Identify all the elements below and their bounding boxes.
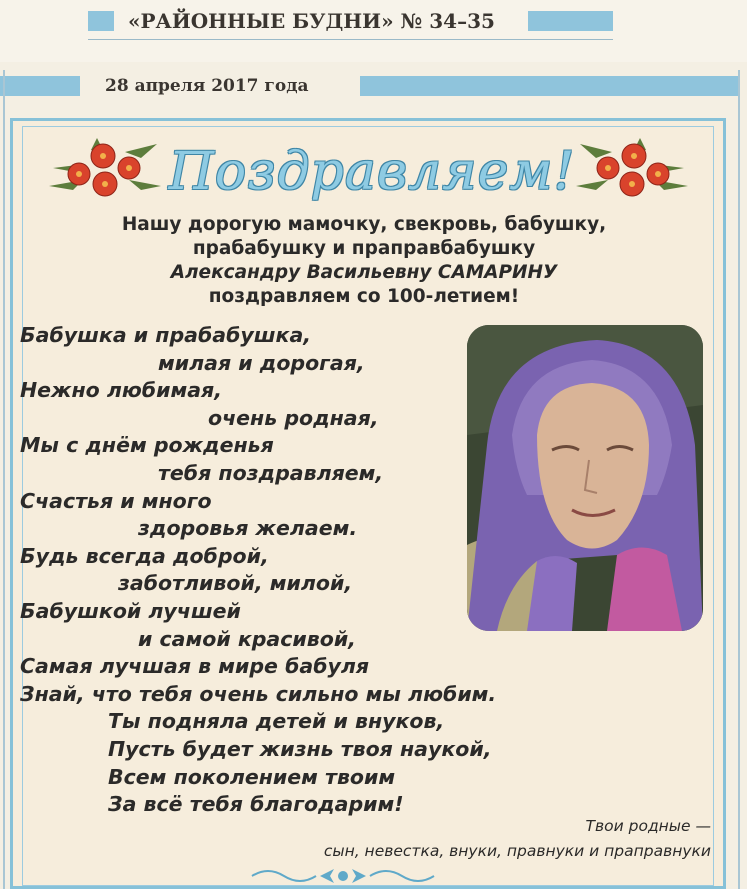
greeting-poem: [20, 322, 720, 819]
poem-line: Счастья и много: [20, 488, 212, 513]
intro-line: прабабушку и праправбабушку: [192, 238, 536, 259]
poem-line: Будь всегда доброй,: [20, 543, 269, 568]
signature-line: сын, невестка, внуки, правнуки и праправнуки: [323, 842, 711, 860]
header-bar-left: [88, 11, 114, 31]
greeting-title: Поздравляем!: [168, 142, 576, 202]
header-rule: [88, 39, 613, 40]
poem-line: здоровья желаем.: [138, 516, 358, 541]
poem-line: Мы с днём рожденья: [20, 433, 274, 458]
poem-line: Нежно любимая,: [20, 378, 223, 403]
ornament-divider-icon: [248, 866, 438, 886]
poem-line: тебя поздравляем,: [158, 460, 384, 485]
poem-line: милая и дорогая,: [158, 350, 365, 375]
flower-bouquet-icon: [574, 134, 692, 206]
poem-line: Ты подняла детей и внуков,: [108, 709, 445, 734]
signature-line: Твои родные —: [585, 817, 711, 835]
header-bar-right: [528, 11, 613, 31]
poem-line: Всем поколением твоим: [108, 764, 396, 789]
poem-line: Пусть будет жизнь твоя наукой,: [108, 736, 492, 761]
poem-line: Бабушкой лучшей: [20, 598, 241, 623]
newspaper-title: «РАЙОННЫЕ БУДНИ» № 34–35: [116, 6, 507, 36]
column-rule-left: [3, 70, 5, 889]
date-bar-left: [0, 76, 80, 96]
poem-line: Знай, что тебя очень сильно мы любим.: [20, 681, 497, 706]
intro-line: Нашу дорогую мамочку, свекровь, бабушку,: [121, 214, 607, 235]
poem-line: Бабушка и прабабушка,: [20, 323, 312, 347]
issue-date: 28 апреля 2017 года: [95, 72, 319, 100]
column-rule-right: [738, 70, 740, 889]
recipient-name: Александру Васильевну САМАРИНУ: [170, 262, 558, 283]
poem-line: очень родная,: [208, 405, 379, 430]
greeting-intro: [30, 213, 698, 309]
poem-line: заботливой, милой,: [118, 571, 353, 596]
date-bar-right: [360, 76, 740, 96]
intro-line: поздравляем со 100-летием!: [208, 286, 520, 307]
signature: [324, 814, 711, 864]
poem-line: За всё тебя благодарим!: [108, 792, 404, 817]
poem-line: Самая лучшая в мире бабуля: [20, 654, 370, 679]
newspaper-header: [88, 6, 613, 36]
flower-bouquet-icon: [45, 134, 163, 206]
poem-line: и самой красивой,: [138, 626, 356, 651]
